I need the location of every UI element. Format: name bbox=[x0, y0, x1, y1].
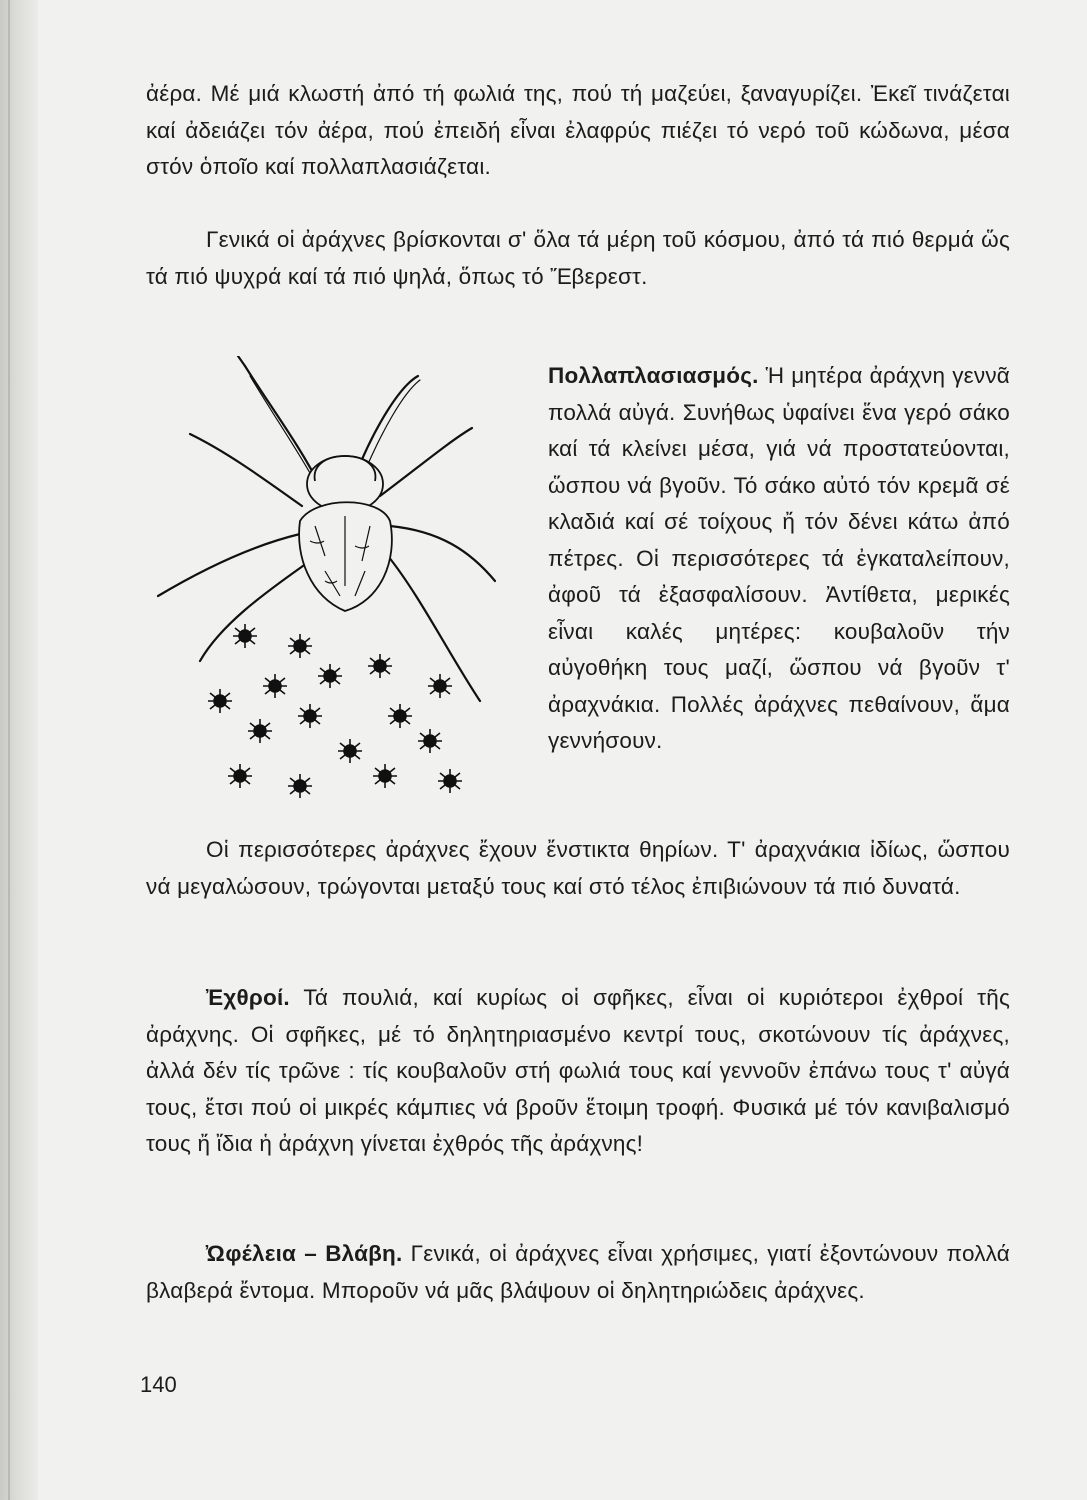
spider-illustration bbox=[150, 356, 520, 816]
paragraph-1-text: ἀέρα. Μέ μιά κλωστή ἀπό τή φωλιά της, πού τή μαζεύει, ξαναγυρίζει. Ἐκεῖ τινάζεται καί ἀδειάζει τόν ἀέρα, πού ἐπειδή εἶναι ἐλαφρύς πιέζει τό νερό τοῦ κώδωνα, μέσα στόν ὁποῖο καί πολλαπλασιάζεται. bbox=[146, 81, 1010, 179]
paragraph-2-text: Γενικά οἱ ἀράχνες βρίσκονται σ' ὅλα τά μέρη τοῦ κόσμου, ἀπό τά πιό θερμά ὥς τά πιό ψυχρά καί τά πιό ψηλά, ὅπως τό Ἔβερεστ. bbox=[146, 227, 1010, 289]
paragraph-benefit-harm bbox=[146, 1236, 1010, 1309]
heading-benefit-harm: Ὠφέλεια – Βλάβη. bbox=[206, 1241, 403, 1266]
paragraph-5-text: Γενικά, οἱ ἀράχνες εἶναι χρήσιμες, γιατί ἐξοντώνουν πολλά βλαβερά ἔντομα. Μποροῦν νά μᾶς βλάψουν οἱ δηλητηριώδεις ἀράχνες. bbox=[146, 1241, 1010, 1303]
paragraph-enemies bbox=[146, 980, 1010, 1163]
paragraph-3-text: Ἡ μητέρα ἀράχνη γεννᾶ πολλά αὐγά. Συνήθως ὑφαίνει ἕνα γερό σάκο καί τά κλείνει μέσα, γιά νά προστατεύονται, ὥσπου νά βγοῦν. Τό σάκο αὐτό τόν κρεμᾶ σέ κλαδιά καί σέ τοίχους ἤ τόν δένει κάτω ἀπό πέτρες. Οἱ περισσότερες τά ἐγκαταλείπουν, ἀφοῦ τά ἐξασφαλίσουν. Ἀντίθετα, μερικές εἶναι καλές μητέρες: κουβαλοῦν τήν αὐγοθήκη τους μαζί, ὥσπου νά βγοῦν τ' ἀραχνάκια. Πολλές ἀράχνες πεθαίνουν, ἅμα γεννήσουν. bbox=[548, 363, 1010, 753]
heading-reproduction: Πολλαπλασιασμός. bbox=[548, 363, 759, 388]
heading-enemies: Ἐχθροί. bbox=[206, 985, 290, 1010]
page-binding-edge bbox=[0, 0, 38, 1500]
paragraph-4-text: Τά πουλιά, καί κυρίως οἱ σφῆκες, εἶναι οἱ κυριότεροι ἐχθροί τῆς ἀράχνης. Οἱ σφῆκες, μέ τό δηλητηριασμένο κεντρί τους, σκοτώνουν τίς ἀράχνες, ἀλλά δέν τίς τρῶνε : τίς κουβαλοῦν στή φωλιά τους καί γεννοῦν ἐπάνω τους τ' αὐγά τους, ἔτσι πού οἱ μικρές κάμπιες νά βροῦν ἕτοιμη τροφή. Φυσικά μέ τόν κανιβαλισμό τους ἤ ἴδια ἡ ἀράχνη γίνεται ἐχθρός τῆς ἀράχνης! bbox=[146, 985, 1010, 1156]
paragraph-reproduction bbox=[548, 358, 1010, 760]
paragraph-distribution bbox=[146, 222, 1010, 295]
page-number: 140 bbox=[140, 1372, 177, 1397]
paragraph-3-continuation: Οἱ περισσότερες ἀράχνες ἔχουν ἔνστικτα θηρίων. Τ' ἀραχνάκια ἰδίως, ὥσπου νά μεγαλώσουν, τρώγονται μεταξύ τους καί στό τέλος ἐπιβιώνουν τά πιό δυνατά. bbox=[146, 837, 1010, 899]
paragraph-instincts bbox=[146, 832, 1010, 905]
paragraph-air-bubble bbox=[146, 76, 1010, 186]
